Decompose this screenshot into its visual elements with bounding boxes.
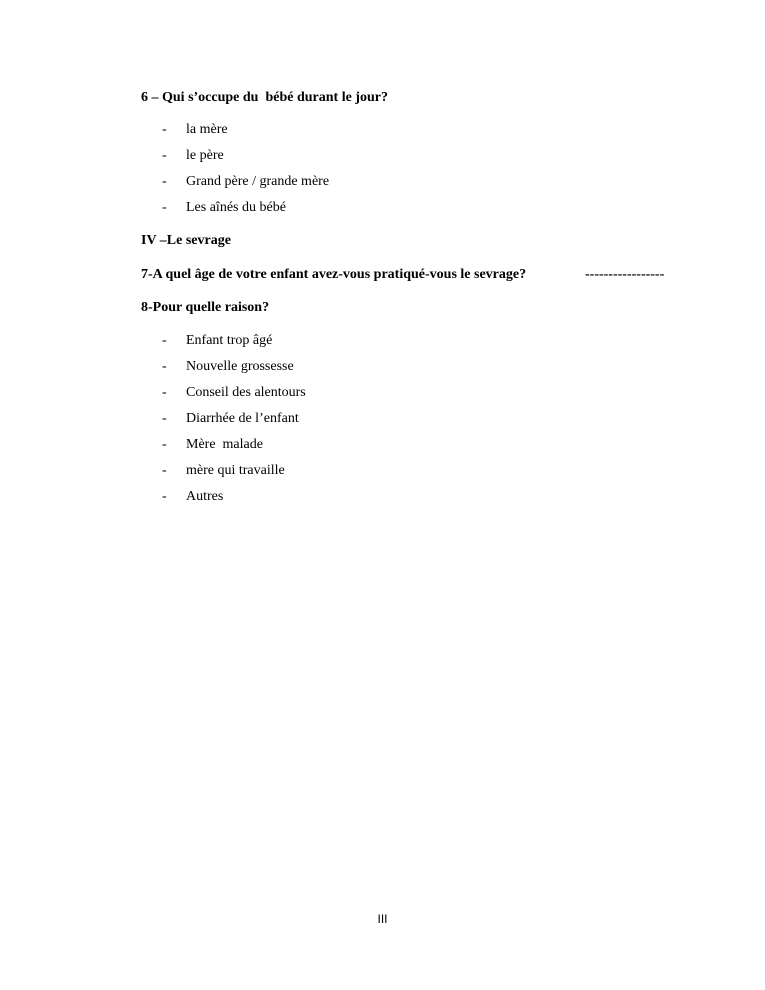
option-label: Grand père / grande mère [186, 174, 330, 189]
list-item [162, 358, 306, 384]
list-marker: - [162, 200, 167, 215]
list-marker: - [162, 411, 167, 426]
list-item [162, 173, 329, 199]
answer-blank-line: ----------------- [585, 267, 665, 282]
list-item [162, 488, 306, 514]
option-label: Enfant trop âgé [186, 333, 273, 348]
list-marker: - [162, 359, 167, 374]
question-6-title: 6 – Qui s’occupe du bébé durant le jour? [141, 90, 388, 105]
option-label: Conseil des alentours [186, 385, 306, 400]
list-marker: - [162, 437, 167, 452]
option-label: Diarrhée de l’enfant [186, 411, 299, 426]
list-marker: - [162, 333, 167, 348]
list-item [162, 384, 306, 410]
option-label: la mère [186, 122, 228, 137]
question-7-title: 7-A quel âge de votre enfant avez-vous pratiqué-vous le sevrage? [141, 267, 527, 282]
list-marker: - [162, 122, 167, 137]
list-item [162, 121, 329, 147]
option-label: Autres [186, 489, 224, 504]
list-marker: - [162, 148, 167, 163]
list-item [162, 436, 306, 462]
option-label: mère qui travaille [186, 463, 285, 478]
list-item [162, 462, 306, 488]
option-label: Les aînés du bébé [186, 200, 286, 215]
list-marker: - [162, 489, 167, 504]
option-label: Nouvelle grossesse [186, 359, 294, 374]
section-iv-heading: IV –Le sevrage [141, 233, 231, 248]
list-item [162, 199, 329, 225]
list-marker: - [162, 174, 167, 189]
list-marker: - [162, 385, 167, 400]
question-8-title: 8-Pour quelle raison? [141, 300, 270, 315]
page-number: III [377, 912, 388, 926]
list-item [162, 410, 306, 436]
option-label: Mère malade [186, 437, 263, 452]
option-label: le père [186, 148, 224, 163]
list-item [162, 147, 329, 173]
list-marker: - [162, 463, 167, 478]
question-8-options [162, 332, 306, 514]
list-item [162, 332, 306, 358]
question-6-options [162, 121, 329, 225]
